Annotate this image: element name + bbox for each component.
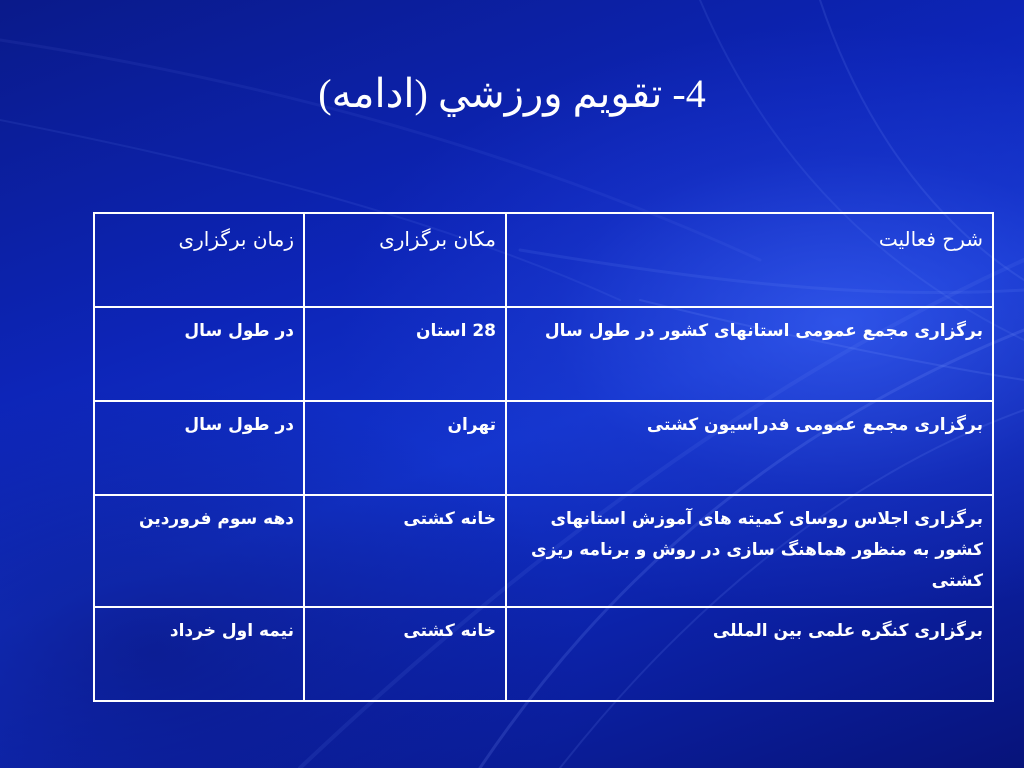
- cell-description: برگزاری مجمع عمومی فدراسیون کشتی: [506, 401, 993, 495]
- table-row: [94, 401, 993, 495]
- cell-description: برگزاری اجلاس روسای کمیته های آموزش استانهای کشور به منظور هماهنگ سازی در روش و برنامه ریزی کشتی: [506, 495, 993, 607]
- cell-place: تهران: [304, 401, 506, 495]
- table-row: [94, 495, 993, 607]
- table-row: [94, 307, 993, 401]
- header-place: مکان برگزاری: [304, 213, 506, 307]
- cell-time: دهه سوم فروردین: [94, 495, 304, 607]
- table-row: [94, 607, 993, 701]
- cell-time: نیمه اول خرداد: [94, 607, 304, 701]
- header-time: زمان برگزاری: [94, 213, 304, 307]
- cell-description: برگزاری کنگره علمی بین المللی: [506, 607, 993, 701]
- cell-description: برگزاری مجمع عمومی استانهای کشور در طول سال: [506, 307, 993, 401]
- cell-place: 28 استان: [304, 307, 506, 401]
- cell-place: خانه کشتی: [304, 607, 506, 701]
- slide-title: 4- تقويم ورزشي (ادامه): [318, 71, 706, 116]
- sports-calendar-table: [93, 212, 994, 702]
- cell-time: در طول سال: [94, 307, 304, 401]
- header-description: شرح فعالیت: [506, 213, 993, 307]
- cell-time: در طول سال: [94, 401, 304, 495]
- cell-place: خانه کشتی: [304, 495, 506, 607]
- table-header-row: [94, 213, 993, 307]
